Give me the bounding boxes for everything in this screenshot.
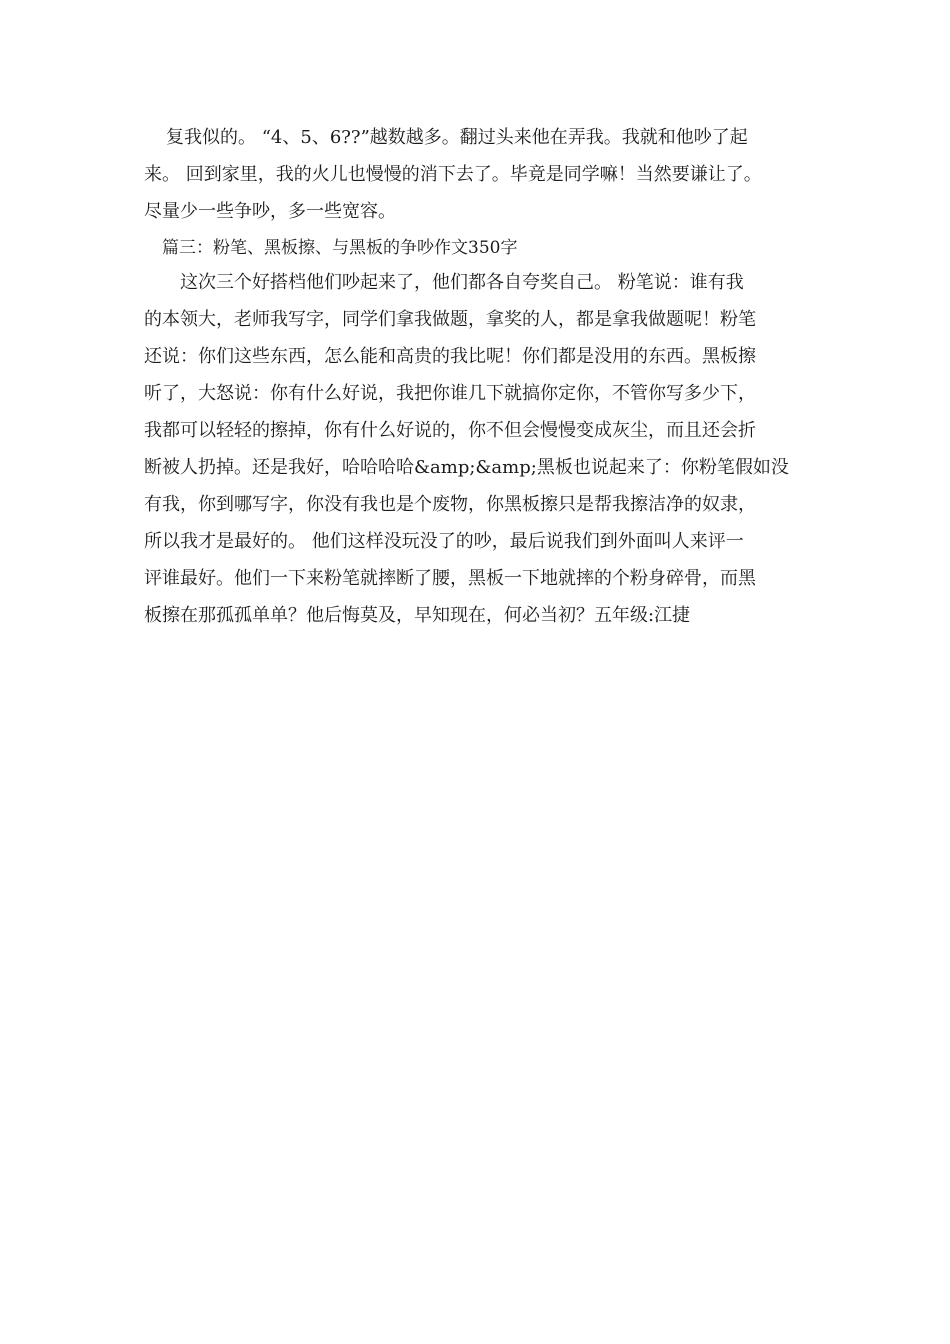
paragraph2-line-8: 所以我才是最好的。 他们这样没玩没了的吵，最后说我们到外面叫人来评一 <box>144 531 744 552</box>
paragraph2-line-6: 断被人扔掉。还是我好，哈哈哈哈&amp;&amp;黑板也说起来了：你粉笔假如没 <box>144 457 789 478</box>
paragraph1-line-1: 复我似的。 “4、5、6??”越数越多。翻过头来他在弄我。我就和他吵了起 <box>166 127 748 148</box>
paragraph2-line-1: 这次三个好搭档他们吵起来了，他们都各自夸奖自己。 粉笔说：谁有我 <box>180 272 744 293</box>
section-heading: 篇三：粉笔、黑板擦、与黑板的争吵作文350字 <box>162 238 518 258</box>
paragraph2-line-7: 有我，你到哪写字，你没有我也是个废物，你黑板擦只是帮我擦洁净的奴隶， <box>144 494 756 515</box>
paragraph1-line-2: 来。 回到家里，我的火儿也慢慢的消下去了。毕竟是同学嘛！当然要谦让了。 <box>144 164 762 185</box>
paragraph2-line-5: 我都可以轻轻的擦掉，你有什么好说的，你不但会慢慢变成灰尘，而且还会折 <box>144 420 756 441</box>
paragraph2-line-3: 还说：你们这些东西，怎么能和高贵的我比呢！你们都是没用的东西。黑板擦 <box>144 346 756 367</box>
paragraph1-line-3: 尽量少一些争吵，多一些宽容。 <box>144 201 396 222</box>
paragraph2-line-10: 板擦在那孤孤单单？他后悔莫及，早知现在，何必当初？五年级:江捷 <box>144 605 691 626</box>
paragraph2-line-9: 评谁最好。他们一下来粉笔就摔断了腰，黑板一下地就摔的个粉身碎骨，而黑 <box>144 568 756 589</box>
paragraph2-line-2: 的本领大，老师我写字，同学们拿我做题，拿奖的人，都是拿我做题呢！粉笔 <box>144 309 756 330</box>
paragraph2-line-4: 听了，大怒说：你有什么好说，我把你谁几下就搞你定你，不管你写多少下， <box>144 383 756 404</box>
